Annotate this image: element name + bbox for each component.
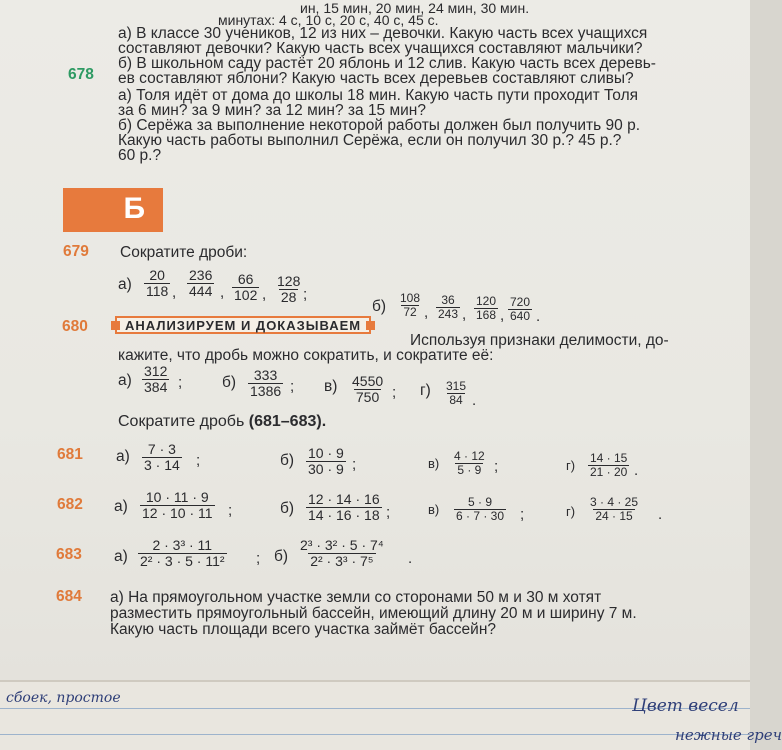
- fraction: $\frac{10 \cdot 11 \cdot 9}{12 \cdot 10 \cdot 11}$: [142, 489, 213, 521]
- item-label: г): [420, 382, 431, 399]
- text-line: а) В классе 30 учеников, 12 из них – девочки. Какую часть всех учащихся: [118, 25, 648, 42]
- text-line: кажите, что дробь можно сократить, и сократите её:: [118, 347, 494, 364]
- fraction: $\frac{66}{102}$: [234, 271, 258, 303]
- problem-number: 678: [68, 66, 94, 83]
- fraction: $\frac{7 \cdot 3}{3 \cdot 14}$: [144, 441, 180, 473]
- problem-number: 684: [56, 588, 82, 605]
- fraction: $\frac{128}{28}$: [277, 273, 301, 305]
- text-line: а) На прямоугольном участке земли со сторонами 50 м и 30 м хотят: [110, 589, 602, 606]
- text-line: Используя признаки делимости, до-: [410, 332, 669, 349]
- fraction: $\frac{333}{1386}$: [250, 367, 282, 399]
- handwritten-text: сбоек, простое: [6, 690, 121, 706]
- item-label: в): [324, 378, 338, 395]
- item-label: а): [116, 448, 130, 465]
- fraction: $\frac{14 \cdot 15}{21 \cdot 20}$: [590, 451, 628, 479]
- item-label: а): [114, 498, 128, 515]
- item-label: а): [114, 548, 128, 565]
- item-label: в): [428, 456, 440, 471]
- section-marker: [63, 188, 163, 232]
- fraction: $\frac{108}{72}$: [400, 291, 421, 319]
- handwritten-text: нежные греч: [675, 726, 782, 744]
- text-line: б) Серёжа за выполнение некоторой работы должен был получить 90 р.: [118, 117, 641, 134]
- fraction: $\frac{20}{118}$: [146, 267, 169, 299]
- item-label: б): [372, 298, 387, 315]
- item-label: б): [280, 452, 295, 469]
- notebook-page: [0, 680, 782, 750]
- problem-text: Сократите дроби:: [120, 244, 248, 261]
- fraction: $\frac{10 \cdot 9}{30 \cdot 9}$: [308, 445, 344, 477]
- fraction: $\frac{236}{444}$: [189, 267, 213, 299]
- item-label: б): [222, 374, 237, 391]
- text-line: разместить прямоугольный бассейн, имеющий длину 20 м и ширину 7 м.: [110, 605, 637, 622]
- item-label: а): [118, 276, 132, 293]
- section-badge: АНАЛИЗИРУЕМ И ДОКАЗЫВАЕМ: [115, 316, 371, 334]
- item-label: б): [274, 548, 289, 565]
- fraction: $\frac{120}{168}$: [476, 294, 497, 322]
- item-label: б): [280, 500, 295, 517]
- item-label: г): [566, 504, 576, 519]
- fraction: $\frac{3 \cdot 4 \cdot 25}{24 \cdot 15}$: [590, 495, 639, 523]
- fraction: $\frac{5 \cdot 9}{6 \cdot 7 \cdot 30}$: [456, 495, 505, 523]
- text-line: Какую часть площади всего участка займёт бассейн?: [110, 621, 497, 638]
- item-label: г): [566, 458, 576, 473]
- section-heading: Сократите дробь (681–683).: [118, 413, 327, 430]
- text-line: Какую часть работы выполнил Серёжа, если он получил 30 р.? 45 р.?: [118, 132, 622, 149]
- text-line: 60 р.?: [118, 147, 162, 164]
- text-line: а) Толя идёт от дома до школы 18 мин. Какую часть пути проходит Толя: [118, 87, 639, 104]
- item-label: а): [118, 372, 132, 389]
- fraction: $\frac{4 \cdot 12}{5 \cdot 9}$: [454, 449, 485, 477]
- problem-number: 683: [56, 546, 82, 563]
- text-line: составляют девочки? Какую часть всех учащихся составляют мальчики?: [118, 40, 643, 57]
- section-letter: Б: [123, 192, 145, 225]
- text-line: ев составляют яблони? Какую часть всех деревьев составляют сливы?: [118, 70, 634, 87]
- text-line: за 6 мин? за 9 мин? за 12 мин? за 15 мин?: [118, 102, 426, 119]
- problem-number: 680: [62, 318, 88, 335]
- problem-number: 681: [57, 446, 83, 463]
- textbook-page: ин, 15 мин, 20 мин, 24 мин, 30 мин. минутах: 4 с, 10 с, 20 с, 40 с, 45 с. а) В классе 30 учеников, 12 из них – девочки. Какую часть всех учащихся составляют девочки? Какую часть всех учащихся составляют мальчики? б) В школьном саду растёт 20 яблонь и 12 слив. Какую часть всех деревь- ев составляют яблони? Какую часть всех деревьев составляют сливы? 678 а) Толя идёт от дома до школы 18 мин. Какую часть пути проходит Толя за 6 мин? за 9 мин? за 12 мин? за 15 мин? б) Серёжа за выполнение некоторой работы должен был получить 90 р. Какую часть работы выполнил Серёжа, если он получил 30 р.? 45 р.? 60 р.? Б 679 Сократите дроби: а) $\frac{20}{118}$ , $\frac{236}{444}$ , $\frac{66}{102}$ , $\frac{128}{28}$ ; б) $\frac{108}{72}$ , $\frac{36}{243}$ , $\frac{120}{168}$ , $\frac{720}{640}$ . 680 АНАЛИЗИРУЕМ И ДОКАЗЫВАЕМ Используя признаки делимости, до- кажите, что дробь можно сократить, и сократите её: а) $\frac{312}{384}$ ; б) $\frac{333}{1386}$ ; в) $\frac{4550}{750}$ ; г) $\frac{315}{84}$ . Сократите дробь (681–683). 681 а) $\frac{7 \cdot 3}{3 \cdot 14}$ ; б) $\frac{10 \cdot 9}{30 \cdot 9}$ ; в) $\frac{4 \cdot 12}{5 \cdot 9}$ ; г) $\frac{14 \cdot 15}{21 \cdot 20}$ . 682 а) $\frac{10 \cdot 11 \cdot 9}{12 \cdot 10 \cdot 11}$ ; б) $\frac{12 \cdot 14 \cdot 16}{14 \cdot 16 \cdot 18}$ ; в) $\frac{5 \cdot 9}{6 \cdot 7 \cdot 30}$ ; г) $\frac{3 \cdot 4 \cdot 25}{24 \cdot 15}$ . 683 а) $\frac{\text{2 · 3³ · 11}}{\text{2² · 3 · 5 · 11²}}$ ; б) $\frac{\text{2³ · 3² · 5 · 7⁴}}{\text{2² · 3³ · 7⁵}}$ . 684 а) На прямоугольном участке земли со сторонами 50 м и 30 м хотят разместить прямоугольный бассейн, имеющий длину 20 м и ширину 7 м. Какую часть площади всего участка займёт бассейн?: [0, 0, 750, 690]
- fraction: $\frac{\text{2 · 3³ · 11}}{\text{2² · 3 · 5 · 11²}}$: [140, 537, 225, 569]
- handwritten-text: Цвет весел: [632, 696, 739, 716]
- item-label: в): [428, 502, 440, 517]
- fraction: $\frac{315}{84}$: [446, 379, 467, 407]
- text-line: ин, 15 мин, 20 мин, 24 мин, 30 мин.: [300, 0, 530, 16]
- fraction: $\frac{4550}{750}$: [352, 373, 384, 405]
- fraction: $\frac{12 \cdot 14 \cdot 16}{14 \cdot 16 \cdot 18}$: [308, 491, 380, 523]
- problem-number: 679: [63, 243, 89, 260]
- fraction: $\frac{36}{243}$: [438, 293, 459, 321]
- text-line: минутах: 4 с, 10 с, 20 с, 40 с, 45 с.: [218, 12, 439, 28]
- fraction: $\frac{312}{384}$: [144, 363, 168, 395]
- text-line: б) В школьном саду растёт 20 яблонь и 12 слив. Какую часть всех деревь-: [118, 55, 656, 72]
- fraction: $\frac{\text{2³ · 3² · 5 · 7⁴}}{\text{2² · 3³ · 7⁵}}$: [300, 537, 384, 569]
- problem-number: 682: [57, 496, 83, 513]
- fraction: $\frac{720}{640}$: [510, 295, 531, 323]
